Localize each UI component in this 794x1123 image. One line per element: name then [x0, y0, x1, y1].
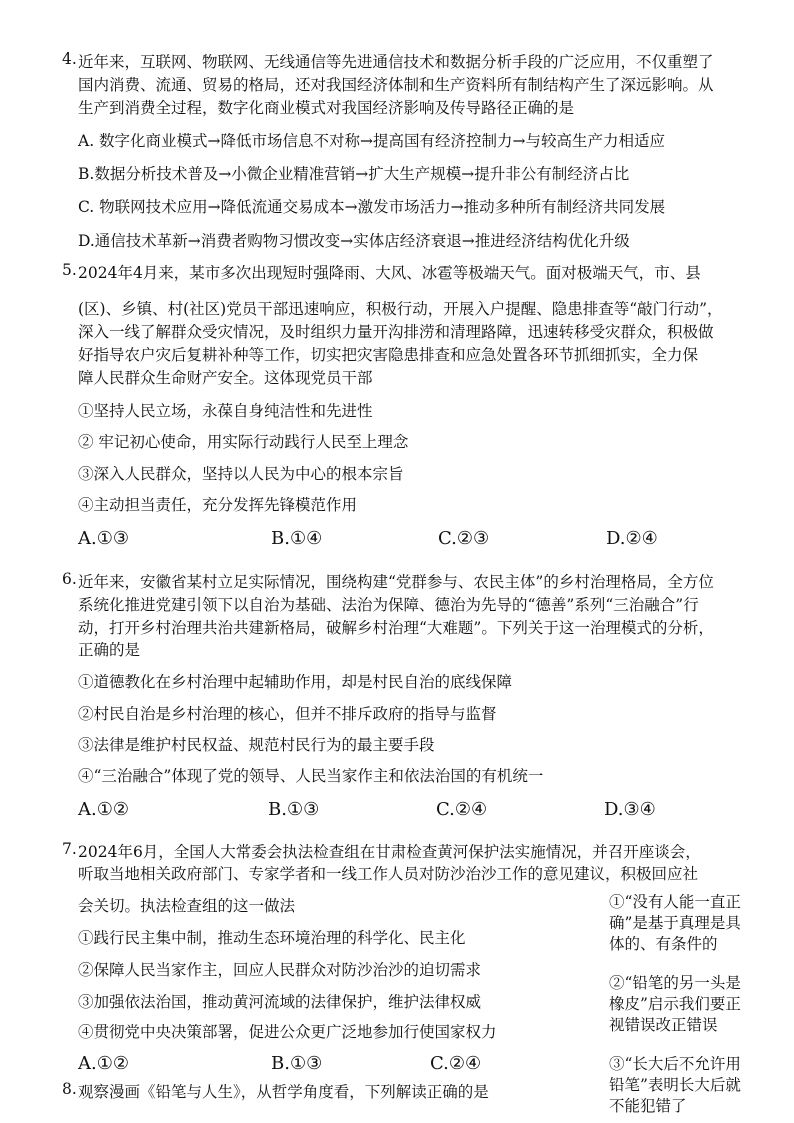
question-number: 6. [62, 570, 77, 588]
statement-item: ②村民自治是乡村治理的核心，但并不排斥政府的指导与监督 [78, 705, 497, 723]
choice-a: A.①② [78, 1053, 129, 1074]
sidebar-line: ②“铅笔的另一头是 [609, 974, 741, 992]
question-stem-line: 深入一线了解群众受灾情况，及时组织力量开沟排涝和清理路障，迅速转移受灾群众，积极做 [78, 323, 714, 341]
sidebar-statements [609, 892, 741, 1117]
choice-b: B.①③ [271, 1053, 323, 1074]
statement-item: ③加强依法治国，推动黄河流域的法律保护，维护法律权威 [78, 993, 482, 1011]
sidebar-line: ①“没有人能一直正 [609, 893, 741, 911]
statement-item: ④“三治融合”体现了党的领导、人民当家作主和依法治国的有机统一 [78, 767, 544, 785]
question-number: 7. [62, 840, 77, 858]
question-stem-line: 会关切。执法检查组的这一做法 [78, 897, 296, 915]
question-stem-line: 观察漫画《铅笔与人生》，从哲学角度看，下列解读正确的是 [78, 1083, 489, 1101]
statement-item: ④主动担当责任，充分发挥先锋模范作用 [78, 496, 358, 514]
statement-item: ③深入人民群众，坚持以人民为中心的根本宗旨 [78, 465, 404, 483]
choice-c: C.②④ [430, 1053, 482, 1074]
question-stem-line: 系统化推进党建引领下以自治为基础、法治为保障、德治为先导的“德善”系列“三治融合”行 [78, 596, 699, 614]
question-stem-line: 近年来，互联网、物联网、无线通信等先进通信技术和数据分析手段的广泛应用，不仅重塑了 [78, 53, 714, 71]
question-stem-line: (区)、乡镇、村(社区)党员干部迅速响应，积极行动，开展入户提醒、隐患排查等“敲门行动”， [78, 300, 723, 318]
question-number: 5. [62, 261, 77, 279]
question-stem-line: 2024年6月，全国人大常委会执法检查组在甘肃检查黄河保护法实施情况，并召开座谈会， [78, 843, 701, 861]
statement-item: ④贯彻党中央决策部署，促进公众更广泛地参加行使国家权力 [78, 1023, 497, 1041]
choice-b: B.①④ [271, 528, 323, 549]
answer-option: B.数据分析技术普及→小微企业精准营销→扩大生产规模→提升非公有制经济占比 [78, 165, 630, 183]
answer-option: A. 数字化商业模式→降低市场信息不对称→提高国有经济控制力→与较高生产力相适应 [78, 132, 666, 150]
choice-a: A.①③ [78, 528, 129, 549]
answer-option: C. 物联网技术应用→降低流通交易成本→激发市场活力→推动多种所有制经济共同发展 [78, 198, 666, 216]
sidebar-line: 橡皮”启示我们要正 [609, 995, 741, 1013]
choice-c: C.②④ [436, 799, 488, 820]
choice-a: A.①② [78, 799, 129, 820]
question-stem-line: 生产到消费全过程，数字化商业模式对我国经济影响及传导路径正确的是 [78, 99, 575, 117]
answer-option: D.通信技术革新→消费者购物习惯改变→实体店经济衰退→推进经济结构优化升级 [78, 232, 630, 250]
question-stem-line: 动，打开乡村治理共治共建新格局，破解乡村治理“大难题”。下列关于这一治理模式的分析， [78, 619, 714, 637]
sidebar-line: 确”是基于真理是具 [609, 914, 741, 932]
statement-item: ①坚持人民立场，永葆自身纯洁性和先进性 [78, 402, 373, 420]
question-number: 4. [62, 50, 77, 68]
spacer [609, 1036, 741, 1054]
statement-item: ①道德教化在乡村治理中起辅助作用，却是村民自治的底线保障 [78, 673, 513, 691]
sidebar-line: 体的、有条件的 [609, 935, 718, 953]
question-stem-line: 好指导农户灾后复耕补种等工作，切实把灾害隐患排查和应急处置各环节抓细抓实，全力保 [78, 346, 699, 364]
sidebar-line: 不能犯错了 [609, 1097, 687, 1115]
sidebar-line: ③“长大后不允许用 [609, 1055, 741, 1073]
question-stem-line: 国内消费、流通、贸易的格局，还对我国经济体制和生产资料所有制结构产生了深远影响。从 [78, 76, 714, 94]
statement-item: ②保障人民当家作主，回应人民群众对防沙治沙的迫切需求 [78, 961, 482, 979]
statement-item: ①践行民主集中制，推动生态环境治理的科学化、民主化 [78, 929, 466, 947]
statement-item: ③法律是维护村民权益、规范村民行为的最主要手段 [78, 736, 435, 754]
choice-b: B.①③ [268, 799, 320, 820]
choice-d: D.③④ [604, 799, 656, 820]
question-number: 8. [62, 1080, 77, 1098]
statement-item: ② 牢记初心使命，用实际行动践行人民至上理念 [78, 433, 409, 451]
question-stem-line: 听取当地相关政府部门、专家学者和一线工作人员对防沙治沙工作的意见建议，积极回应社 [78, 865, 699, 883]
choice-c: C.②③ [438, 528, 490, 549]
question-stem-line: 正确的是 [78, 641, 141, 659]
question-stem-line: 障人民群众生命财产安全。这体现党员干部 [78, 369, 373, 387]
sidebar-line: 视错误改正错误 [609, 1016, 718, 1034]
spacer [609, 955, 741, 973]
question-stem-line: 2024年4月来，某市多次出现短时强降雨、大风、冰雹等极端天气。面对极端天气，市、县 [78, 264, 701, 282]
question-stem-line: 近年来，安徽省某村立足实际情况，围绕构建“党群参与、农民主体”的乡村治理格局，全方位 [78, 573, 714, 591]
sidebar-line: 铅笔”表明长大后就 [609, 1076, 741, 1094]
choice-d: D.②④ [606, 528, 658, 549]
